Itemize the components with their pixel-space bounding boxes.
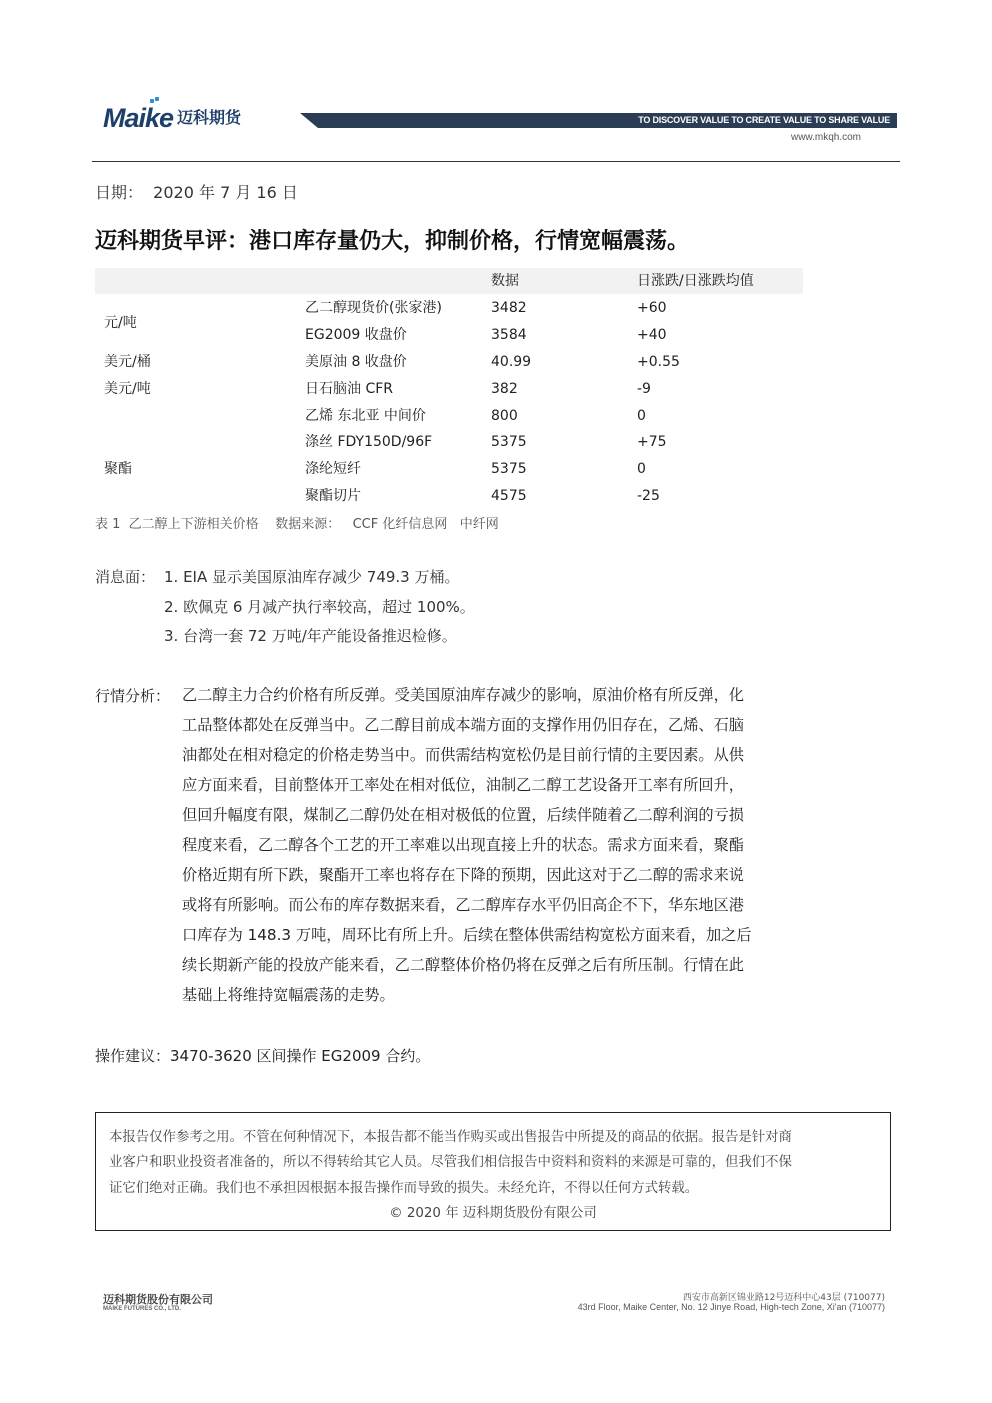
table-cell-change: 0	[637, 408, 646, 424]
table-header-change: 日涨跌/日涨跌均值	[637, 273, 754, 289]
page-title: 迈科期货早评：港口库存量仍大，抑制价格，行情宽幅震荡。	[95, 229, 690, 254]
maike-logo	[103, 103, 242, 133]
disclaimer-line: 业客户和职业投资者准备的，所以不得转给其它人员。尽管我们相信报告中资料和资料的来源是可靠的，但我们不保	[109, 1155, 792, 1170]
table-cell-value: 40.99	[491, 354, 532, 370]
table-cell-name: EG2009 收盘价	[305, 327, 407, 343]
news-item: 1. EIA 显示美国原油库存减少 749.3 万桶。	[164, 568, 460, 586]
table-group-unit: 元/吨	[104, 315, 137, 331]
report-date: 日期： 2020 年 7 月 16 日	[95, 183, 298, 202]
copyright: © 2020 年 迈科期货股份有限公司	[389, 1206, 597, 1221]
website-link[interactable]: www.mkqh.com	[790, 132, 861, 143]
trading-advice: 操作建议：3470-3620 区间操作 EG2009 合约。	[95, 1047, 431, 1065]
table-cell-name: 涤纶短纤	[305, 461, 361, 477]
table-group-unit: 美元/吨	[104, 381, 151, 397]
table-cell-change: +0.55	[637, 354, 680, 370]
news-label: 消息面：	[95, 568, 156, 586]
footer-address-en: 43rd Floor, Maike Center, No. 12 Jinye Road, High-tech Zone, Xi'an (710077)	[577, 1302, 885, 1312]
disclaimer-box	[95, 1112, 891, 1231]
table-cell-value: 382	[491, 381, 518, 397]
table-cell-name: 聚酯切片	[305, 488, 361, 504]
table-cell-value: 4575	[491, 488, 527, 504]
slogan: TO DISCOVER VALUE TO CREATE VALUE TO SHARE VALUE	[638, 115, 890, 125]
table-group-unit: 聚酯	[104, 461, 132, 477]
analysis-line: 价格近期有所下跌，聚酯开工率也将存在下降的预期，因此这对于乙二醇的需求来说	[182, 866, 744, 884]
footer-company-en: MAIKE FUTURES CO., LTD.	[103, 1306, 181, 1312]
table-cell-change: -25	[637, 488, 660, 504]
disclaimer-line: 本报告仅作参考之用。不管在何种情况下，本报告都不能当作购买或出售报告中所提及的商品的依据。报告是针对商	[109, 1130, 792, 1145]
logo-dots-icon	[150, 97, 160, 104]
footer-company-cn: 迈科期货股份有限公司	[103, 1293, 213, 1306]
table-cell-value: 800	[491, 408, 518, 424]
analysis-label: 行情分析：	[95, 687, 171, 705]
logo-brand: Maike	[103, 103, 174, 133]
table-cell-value: 3482	[491, 300, 527, 316]
logo-cn: 迈科期货	[177, 108, 242, 127]
news-item: 2. 欧佩克 6 月减产执行率较高，超过 100%。	[164, 598, 475, 616]
analysis-line: 口库存为 148.3 万吨，周环比有所上升。后续在整体供需结构宽松方面来看，加之后	[182, 926, 752, 944]
table-cell-value: 5375	[491, 461, 527, 477]
analysis-line: 或将有所影响。而公布的库存数据来看，乙二醇库存水平仍旧高企不下，华东地区港	[182, 896, 744, 914]
header-divider	[92, 161, 900, 162]
table-cell-value: 3584	[491, 327, 527, 343]
analysis-line: 但回升幅度有限，煤制乙二醇仍处在相对极低的位置，后续伴随着乙二醇利润的亏损	[182, 806, 744, 824]
table-cell-name: 涤丝 FDY150D/96F	[305, 434, 433, 450]
disclaimer-line: 证它们绝对正确。我们也不承担因根据本报告操作而导致的损失。未经允许，不得以任何方式转载。	[109, 1181, 699, 1196]
table-cell-value: 5375	[491, 434, 527, 450]
table-cell-change: +60	[637, 300, 667, 316]
table-cell-change: +40	[637, 327, 667, 343]
table-cell-change: -9	[637, 381, 651, 397]
analysis-line: 续长期新产能的投放产能来看，乙二醇整体价格仍将在反弹之后有所压制。行情在此	[182, 956, 744, 974]
analysis-line: 应方面来看，目前整体开工率处在相对低位，油制乙二醇工艺设备开工率有所回升，	[182, 776, 744, 794]
analysis-line: 乙二醇主力合约价格有所反弹。受美国原油库存减少的影响，原油价格有所反弹，化	[182, 686, 744, 704]
table-cell-name: 日石脑油 CFR	[305, 381, 394, 397]
table-cell-name: 美原油 8 收盘价	[305, 354, 407, 370]
analysis-line: 程度来看，乙二醇各个工艺的开工率难以出现直接上升的状态。需求方面来看，聚酯	[182, 836, 744, 854]
news-item: 3. 台湾一套 72 万吨/年产能设备推迟检修。	[164, 627, 457, 645]
table-caption: 表 1 乙二醇上下游相关价格 数据来源： CCF 化纤信息网 中纤网	[95, 517, 499, 532]
analysis-line: 工品整体都处在反弹当中。乙二醇目前成本端方面的支撑作用仍旧存在，乙烯、石脑	[182, 716, 744, 734]
table-group-unit: 美元/桶	[104, 354, 151, 370]
table-header-value: 数据	[491, 273, 519, 289]
table-cell-change: +75	[637, 434, 667, 450]
analysis-line: 油都处在相对稳定的价格走势当中。而供需结构宽松仍是目前行情的主要因素。从供	[182, 746, 744, 764]
analysis-line: 基础上将维持宽幅震荡的走势。	[182, 986, 395, 1004]
table-cell-change: 0	[637, 461, 646, 477]
table-cell-name: 乙烯 东北亚 中间价	[305, 408, 426, 424]
table-cell-name: 乙二醇现货价(张家港)	[305, 300, 442, 316]
footer-address-cn: 西安市高新区锦业路12号迈科中心43层 (710077)	[682, 1293, 885, 1303]
